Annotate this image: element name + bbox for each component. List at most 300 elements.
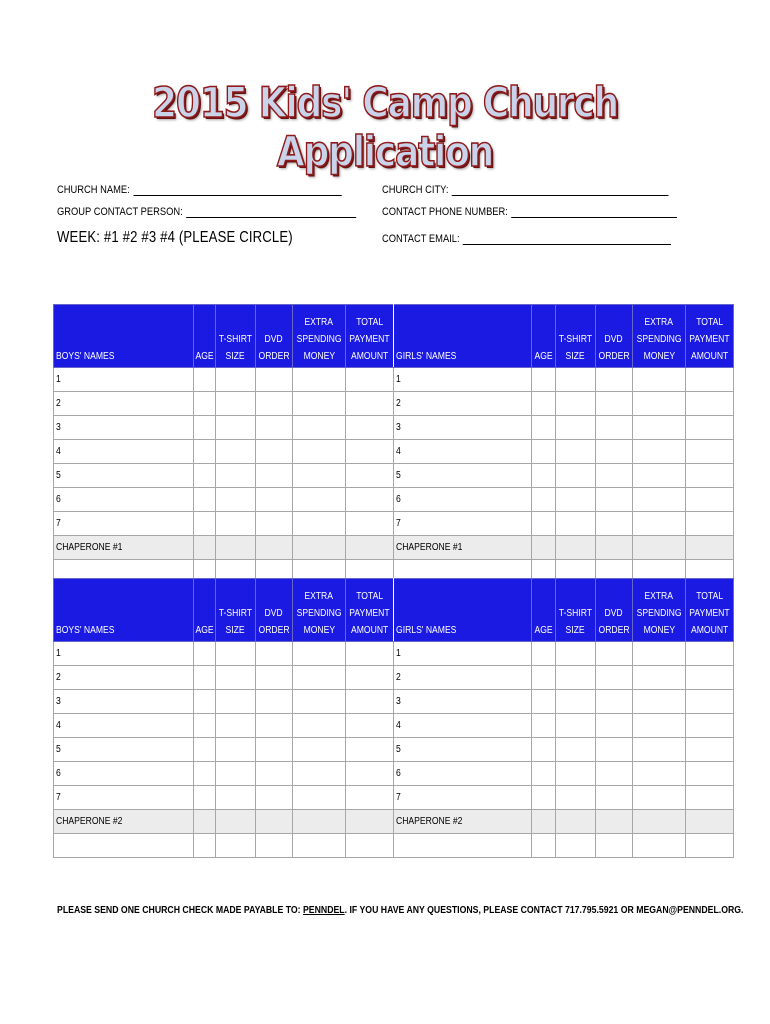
boys-amount-label: AMOUNT (350, 351, 389, 362)
row-number: 4 (396, 446, 401, 457)
boy-input-cell[interactable] (194, 392, 216, 416)
boy-input-cell[interactable] (216, 392, 256, 416)
boy-name-cell[interactable] (54, 440, 194, 464)
boy-input-cell[interactable] (292, 786, 345, 810)
boy-chaperone-input-cell[interactable] (346, 810, 394, 834)
boy-name-cell[interactable] (54, 392, 194, 416)
girl-input-cell[interactable] (632, 368, 685, 392)
blank-row (54, 834, 734, 858)
girl-input-cell[interactable] (532, 762, 556, 786)
girl-name-cell[interactable] (394, 368, 532, 392)
boys-size-label: SIZE (225, 351, 246, 362)
girl-name-cell[interactable] (394, 416, 532, 440)
girl-input-cell[interactable] (686, 738, 734, 762)
boys-size-label: SIZE (225, 625, 246, 636)
girl-name-cell[interactable] (394, 666, 532, 690)
girl-input-cell[interactable] (632, 440, 685, 464)
boys-dvd-header (255, 579, 292, 642)
girl-input-cell[interactable] (556, 666, 596, 690)
girl-input-cell[interactable] (532, 738, 556, 762)
row-number: 1 (56, 374, 61, 385)
girl-input-cell[interactable] (686, 368, 734, 392)
row-number: 4 (56, 446, 61, 457)
girls-age-label: AGE (534, 625, 553, 636)
girls-total-label: TOTAL (696, 317, 724, 328)
blank-input-cell[interactable] (255, 834, 292, 858)
girl-input-cell[interactable] (632, 714, 685, 738)
boy-input-cell[interactable] (194, 488, 216, 512)
girl-input-cell[interactable] (632, 762, 685, 786)
boy-input-cell[interactable] (216, 714, 256, 738)
girl-name-cell[interactable] (394, 738, 532, 762)
girl-input-cell[interactable] (532, 368, 556, 392)
boy-input-cell[interactable] (255, 368, 292, 392)
boy-input-cell[interactable] (292, 666, 345, 690)
chaperone-row (54, 536, 734, 560)
boy-input-cell[interactable] (292, 738, 345, 762)
girl-chaperone-input-cell[interactable] (686, 536, 734, 560)
boy-input-cell[interactable] (292, 440, 345, 464)
boy-input-cell[interactable] (255, 714, 292, 738)
table-row (54, 762, 734, 786)
girls-spending-label: SPENDING (636, 608, 682, 619)
girl-input-cell[interactable] (532, 642, 556, 666)
girl-input-cell[interactable] (556, 690, 596, 714)
page-title: 2015 Kids' Camp Church Application (152, 78, 618, 176)
girl-input-cell[interactable] (632, 416, 685, 440)
girl-input-cell[interactable] (632, 392, 685, 416)
girl-input-cell[interactable] (632, 738, 685, 762)
boys-extra-label: EXTRA (304, 591, 334, 602)
row-number: 2 (56, 398, 61, 409)
boys-total-header (346, 579, 394, 642)
girl-input-cell[interactable] (532, 416, 556, 440)
boy-name-cell[interactable] (54, 666, 194, 690)
girl-input-cell[interactable] (556, 642, 596, 666)
boy-input-cell[interactable] (346, 392, 394, 416)
girl-chaperone-input-cell[interactable] (595, 536, 632, 560)
blank-input-cell[interactable] (216, 834, 256, 858)
girl-input-cell[interactable] (532, 666, 556, 690)
girls-size-label: SIZE (565, 625, 585, 636)
girls-order-label: ORDER (598, 351, 630, 362)
girl-input-cell[interactable] (686, 488, 734, 512)
boy-input-cell[interactable] (292, 464, 345, 488)
boys-tshirt-label: T-SHIRT (218, 608, 253, 619)
boys-total-label: TOTAL (356, 317, 384, 328)
boy-input-cell[interactable] (216, 666, 256, 690)
girl-input-cell[interactable] (632, 464, 685, 488)
girl-input-cell[interactable] (595, 512, 632, 536)
girl-input-cell[interactable] (595, 642, 632, 666)
footer-payee: PENNDEL (302, 904, 345, 916)
girl-input-cell[interactable] (595, 786, 632, 810)
girl-input-cell[interactable] (595, 368, 632, 392)
boy-name-cell[interactable] (54, 512, 194, 536)
girl-input-cell[interactable] (595, 714, 632, 738)
boy-chaperone-input-cell[interactable] (255, 536, 292, 560)
boy-chaperone-cell[interactable] (54, 536, 194, 560)
boy-chaperone-input-cell[interactable] (216, 810, 256, 834)
boy-chaperone-input-cell[interactable] (194, 810, 216, 834)
girl-input-cell[interactable] (532, 512, 556, 536)
girl-chaperone-input-cell[interactable] (556, 536, 596, 560)
boy-input-cell[interactable] (346, 416, 394, 440)
contact-email-line[interactable] (463, 232, 671, 245)
contact-email-field[interactable] (382, 232, 671, 245)
girl-input-cell[interactable] (532, 714, 556, 738)
boy-chaperone-cell[interactable] (54, 810, 194, 834)
chaperone-label: CHAPERONE #1 (396, 542, 463, 553)
girls-spending-label: SPENDING (636, 334, 682, 345)
row-number: 6 (56, 494, 61, 505)
table-row (54, 392, 734, 416)
girls-payment-label: PAYMENT (689, 334, 730, 345)
girl-input-cell[interactable] (532, 690, 556, 714)
boys-dvd-label: DVD (264, 608, 283, 619)
blank-input-cell[interactable] (54, 834, 194, 858)
boy-input-cell[interactable] (194, 440, 216, 464)
girl-input-cell[interactable] (632, 488, 685, 512)
table-row (54, 714, 734, 738)
boy-input-cell[interactable] (194, 714, 216, 738)
boy-input-cell[interactable] (194, 690, 216, 714)
church-city-label: CHURCH CITY: (382, 184, 449, 196)
blank-input-cell[interactable] (532, 834, 556, 858)
girl-chaperone-input-cell[interactable] (632, 810, 685, 834)
footer-text-b: . IF YOU HAVE ANY QUESTIONS, PLEASE CONTACT 717.795.5921 OR MEGAN@PENNDEL.ORG. (344, 904, 744, 916)
boy-input-cell[interactable] (292, 690, 345, 714)
boy-input-cell[interactable] (194, 666, 216, 690)
table-row (54, 690, 734, 714)
boy-input-cell[interactable] (346, 464, 394, 488)
blank-input-cell[interactable] (686, 834, 734, 858)
group-contact-field[interactable] (57, 205, 356, 218)
row-number: 3 (396, 422, 401, 433)
boy-name-cell[interactable] (54, 488, 194, 512)
boy-input-cell[interactable] (194, 762, 216, 786)
boy-name-cell[interactable] (54, 416, 194, 440)
girls-age-header (532, 579, 556, 642)
girl-input-cell[interactable] (686, 416, 734, 440)
boy-input-cell[interactable] (346, 666, 394, 690)
girls-amount-label: AMOUNT (690, 625, 729, 636)
boys-order-label: ORDER (258, 351, 290, 362)
girl-name-cell[interactable] (394, 690, 532, 714)
table-row (54, 786, 734, 810)
row-number: 7 (396, 792, 401, 803)
boys-money-label: MONEY (303, 625, 335, 636)
boy-chaperone-input-cell[interactable] (255, 810, 292, 834)
girl-name-cell[interactable] (394, 488, 532, 512)
girl-chaperone-input-cell[interactable] (595, 810, 632, 834)
boy-input-cell[interactable] (255, 440, 292, 464)
table-row (54, 464, 734, 488)
girl-input-cell[interactable] (556, 392, 596, 416)
blank-input-cell[interactable] (292, 834, 345, 858)
boy-input-cell[interactable] (255, 488, 292, 512)
girl-input-cell[interactable] (595, 666, 632, 690)
girls-extra-header (632, 305, 685, 368)
girls-tshirt-header (556, 579, 596, 642)
girl-input-cell[interactable] (632, 786, 685, 810)
boy-input-cell[interactable] (255, 690, 292, 714)
girl-input-cell[interactable] (595, 488, 632, 512)
boy-input-cell[interactable] (194, 786, 216, 810)
boy-input-cell[interactable] (292, 416, 345, 440)
boy-input-cell[interactable] (346, 512, 394, 536)
blank-input-cell[interactable] (595, 834, 632, 858)
blank-input-cell[interactable] (556, 834, 596, 858)
girl-input-cell[interactable] (556, 714, 596, 738)
boy-input-cell[interactable] (216, 512, 256, 536)
girl-input-cell[interactable] (556, 738, 596, 762)
row-number: 2 (396, 398, 401, 409)
boy-input-cell[interactable] (346, 786, 394, 810)
girls-extra-label: EXTRA (644, 591, 674, 602)
row-number: 1 (56, 648, 61, 659)
girl-chaperone-input-cell[interactable] (532, 810, 556, 834)
boy-input-cell[interactable] (292, 392, 345, 416)
girl-name-cell[interactable] (394, 464, 532, 488)
table-row (54, 642, 734, 666)
girl-input-cell[interactable] (595, 416, 632, 440)
boys-dvd-header (255, 305, 292, 368)
girl-name-cell[interactable] (394, 762, 532, 786)
boy-input-cell[interactable] (216, 464, 256, 488)
blank-input-cell[interactable] (194, 834, 216, 858)
girl-input-cell[interactable] (686, 714, 734, 738)
girl-input-cell[interactable] (686, 762, 734, 786)
boy-input-cell[interactable] (216, 762, 256, 786)
girl-chaperone-input-cell[interactable] (632, 536, 685, 560)
table-row (54, 440, 734, 464)
girl-chaperone-input-cell[interactable] (686, 810, 734, 834)
girl-input-cell[interactable] (532, 440, 556, 464)
blank-input-cell[interactable] (632, 834, 685, 858)
girls-tshirt-label: T-SHIRT (558, 608, 593, 619)
girl-input-cell[interactable] (686, 786, 734, 810)
chaperone-label: CHAPERONE #2 (56, 816, 123, 827)
girl-input-cell[interactable] (632, 690, 685, 714)
boy-input-cell[interactable] (346, 440, 394, 464)
girl-chaperone-cell[interactable] (394, 810, 532, 834)
boys-names-header (54, 579, 194, 642)
girl-input-cell[interactable] (686, 440, 734, 464)
boy-input-cell[interactable] (292, 642, 345, 666)
boys-names-label: BOYS' NAMES (56, 625, 115, 636)
church-name-field[interactable] (57, 183, 341, 196)
girl-input-cell[interactable] (532, 786, 556, 810)
boy-input-cell[interactable] (255, 416, 292, 440)
row-number: 2 (396, 672, 401, 683)
boy-input-cell[interactable] (255, 512, 292, 536)
boy-name-cell[interactable] (54, 738, 194, 762)
girl-input-cell[interactable] (532, 392, 556, 416)
boy-input-cell[interactable] (255, 464, 292, 488)
girls-dvd-header (595, 579, 632, 642)
girl-input-cell[interactable] (556, 464, 596, 488)
girl-name-cell[interactable] (394, 786, 532, 810)
boy-chaperone-input-cell[interactable] (292, 810, 345, 834)
girl-input-cell[interactable] (556, 416, 596, 440)
girls-names-header (394, 579, 532, 642)
boy-input-cell[interactable] (194, 368, 216, 392)
boy-name-cell[interactable] (54, 368, 194, 392)
girl-input-cell[interactable] (532, 488, 556, 512)
boy-input-cell[interactable] (292, 762, 345, 786)
boy-input-cell[interactable] (194, 416, 216, 440)
boy-input-cell[interactable] (346, 762, 394, 786)
chaperone-row (54, 810, 734, 834)
boy-chaperone-input-cell[interactable] (292, 536, 345, 560)
boy-input-cell[interactable] (194, 464, 216, 488)
group-contact-line[interactable] (186, 205, 356, 218)
boy-input-cell[interactable] (216, 368, 256, 392)
boy-input-cell[interactable] (346, 368, 394, 392)
girl-name-cell[interactable] (394, 642, 532, 666)
boys-age-label: AGE (195, 351, 214, 362)
row-number: 5 (396, 470, 401, 481)
girl-input-cell[interactable] (595, 690, 632, 714)
contact-phone-field[interactable] (382, 205, 677, 218)
girl-input-cell[interactable] (595, 392, 632, 416)
boy-input-cell[interactable] (255, 392, 292, 416)
girls-total-header (686, 305, 734, 368)
boy-input-cell[interactable] (292, 714, 345, 738)
boy-chaperone-input-cell[interactable] (216, 536, 256, 560)
footer-text-a: PLEASE SEND ONE CHURCH CHECK MADE PAYABLE TO: (57, 904, 303, 916)
girl-input-cell[interactable] (632, 512, 685, 536)
girl-chaperone-cell[interactable] (394, 536, 532, 560)
girl-name-cell[interactable] (394, 440, 532, 464)
boys-spending-label: SPENDING (296, 334, 342, 345)
boy-chaperone-input-cell[interactable] (346, 536, 394, 560)
week-selection[interactable]: WEEK: #1 #2 #3 #4 (PLEASE CIRCLE) (57, 229, 293, 246)
table-row (54, 416, 734, 440)
girls-tshirt-header (556, 305, 596, 368)
boys-extra-header (292, 579, 345, 642)
boy-input-cell[interactable] (255, 642, 292, 666)
boy-name-cell[interactable] (54, 690, 194, 714)
girl-input-cell[interactable] (686, 464, 734, 488)
girl-input-cell[interactable] (632, 642, 685, 666)
table-row (54, 512, 734, 536)
boy-input-cell[interactable] (255, 738, 292, 762)
girl-input-cell[interactable] (595, 762, 632, 786)
boy-chaperone-input-cell[interactable] (194, 536, 216, 560)
boy-input-cell[interactable] (346, 690, 394, 714)
girls-money-label: MONEY (643, 351, 675, 362)
church-city-field[interactable] (382, 183, 669, 196)
girl-input-cell[interactable] (686, 690, 734, 714)
boy-name-cell[interactable] (54, 642, 194, 666)
girls-names-label: GIRLS' NAMES (396, 625, 457, 636)
boy-input-cell[interactable] (216, 488, 256, 512)
girls-dvd-label: DVD (604, 608, 623, 619)
girls-age-label: AGE (534, 351, 553, 362)
boy-input-cell[interactable] (255, 762, 292, 786)
girl-input-cell[interactable] (556, 440, 596, 464)
row-number: 3 (56, 422, 61, 433)
boy-input-cell[interactable] (255, 786, 292, 810)
girl-input-cell[interactable] (532, 464, 556, 488)
row-number: 7 (56, 518, 61, 529)
girl-input-cell[interactable] (632, 666, 685, 690)
church-name-line[interactable] (133, 183, 341, 196)
boy-input-cell[interactable] (292, 488, 345, 512)
boy-input-cell[interactable] (216, 440, 256, 464)
boy-input-cell[interactable] (292, 512, 345, 536)
boy-input-cell[interactable] (194, 738, 216, 762)
girl-input-cell[interactable] (556, 762, 596, 786)
blank-input-cell[interactable] (394, 834, 532, 858)
boy-input-cell[interactable] (216, 786, 256, 810)
boy-input-cell[interactable] (255, 666, 292, 690)
girl-chaperone-input-cell[interactable] (556, 810, 596, 834)
blank-input-cell[interactable] (346, 834, 394, 858)
boys-extra-label: EXTRA (304, 317, 334, 328)
girl-name-cell[interactable] (394, 714, 532, 738)
boy-name-cell[interactable] (54, 762, 194, 786)
boys-order-label: ORDER (258, 625, 290, 636)
girl-input-cell[interactable] (595, 464, 632, 488)
girl-input-cell[interactable] (595, 440, 632, 464)
girl-input-cell[interactable] (556, 368, 596, 392)
boy-name-cell[interactable] (54, 786, 194, 810)
boy-name-cell[interactable] (54, 714, 194, 738)
girl-input-cell[interactable] (686, 512, 734, 536)
girls-amount-label: AMOUNT (690, 351, 729, 362)
girl-input-cell[interactable] (686, 666, 734, 690)
girl-name-cell[interactable] (394, 392, 532, 416)
girl-input-cell[interactable] (595, 738, 632, 762)
boy-input-cell[interactable] (194, 512, 216, 536)
boy-input-cell[interactable] (346, 488, 394, 512)
boy-input-cell[interactable] (216, 642, 256, 666)
row-number: 4 (396, 720, 401, 731)
row-number: 1 (396, 648, 401, 659)
girl-input-cell[interactable] (686, 392, 734, 416)
boys-names-header (54, 305, 194, 368)
boy-input-cell[interactable] (216, 738, 256, 762)
boys-total-header (346, 305, 394, 368)
church-city-line[interactable] (452, 183, 669, 196)
girl-input-cell[interactable] (556, 786, 596, 810)
boys-total-label: TOTAL (356, 591, 384, 602)
boy-input-cell[interactable] (346, 714, 394, 738)
boy-input-cell[interactable] (216, 416, 256, 440)
girl-input-cell[interactable] (556, 512, 596, 536)
girl-input-cell[interactable] (556, 488, 596, 512)
boy-input-cell[interactable] (216, 690, 256, 714)
row-number: 3 (396, 696, 401, 707)
chaperone-label: CHAPERONE #2 (396, 816, 463, 827)
boy-input-cell[interactable] (346, 642, 394, 666)
contact-phone-line[interactable] (511, 205, 677, 218)
row-number: 1 (396, 374, 401, 385)
girl-input-cell[interactable] (686, 642, 734, 666)
boy-input-cell[interactable] (346, 738, 394, 762)
girl-chaperone-input-cell[interactable] (532, 536, 556, 560)
girl-name-cell[interactable] (394, 512, 532, 536)
boy-input-cell[interactable] (292, 368, 345, 392)
boy-input-cell[interactable] (194, 642, 216, 666)
boys-names-label: BOYS' NAMES (56, 351, 115, 362)
boy-name-cell[interactable] (54, 464, 194, 488)
girls-names-header (394, 305, 532, 368)
girls-total-label: TOTAL (696, 591, 724, 602)
